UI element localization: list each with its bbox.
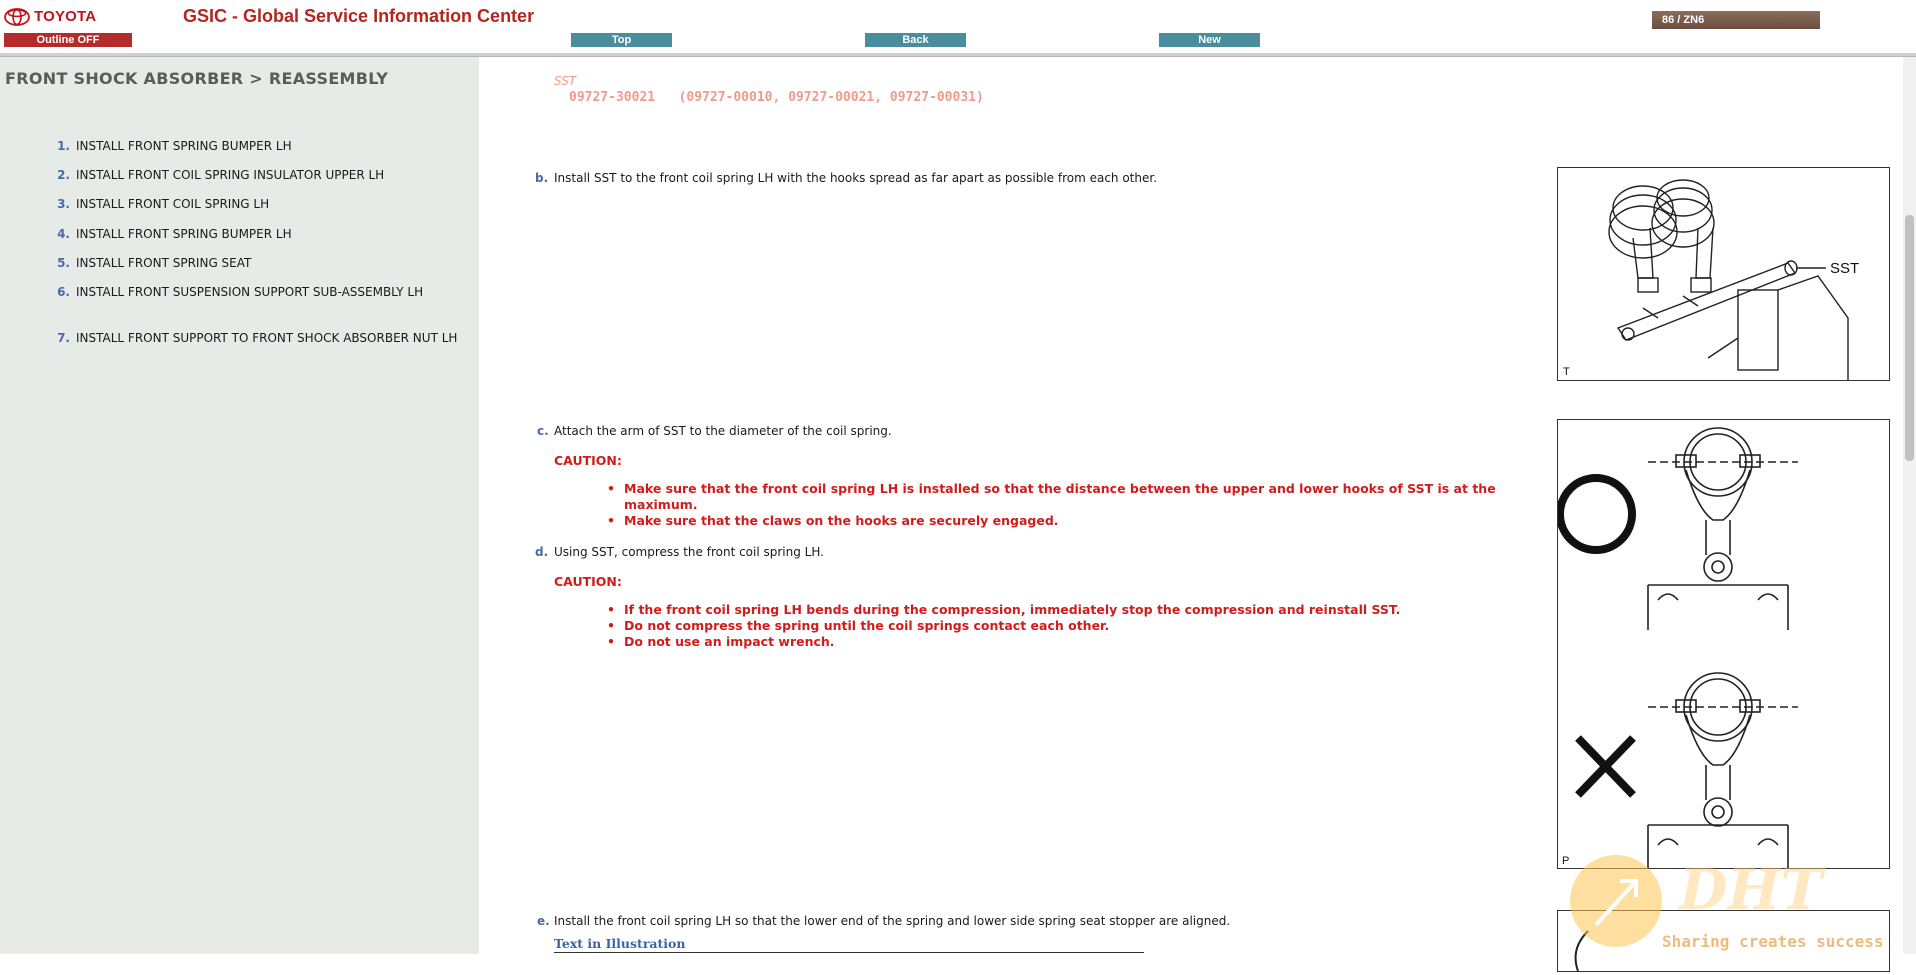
bullet-dot-icon: • (607, 481, 615, 496)
bullet-text: Make sure that the claws on the hooks are securely engaged. (624, 513, 1059, 528)
page-scrollbar[interactable] (1903, 57, 1916, 954)
bullet-text: Do not compress the spring until the coil springs contact each other. (624, 618, 1110, 633)
step-b-letter: b. (535, 171, 549, 185)
step-d-caution-bullet (607, 618, 1559, 634)
step-d-text: Using SST, compress the front coil spring LH. (554, 545, 824, 559)
toc-item-label[interactable]: INSTALL FRONT SUPPORT TO FRONT SHOCK ABSORBER NUT LH (76, 331, 458, 345)
toyota-logo (4, 6, 108, 28)
bullet-text: Make sure that the front coil spring LH is installed so that the distance between the upper and lower hooks of SST is at the maximum. (624, 481, 1496, 512)
step-b-text: Install SST to the front coil spring LH with the hooks spread as far apart as possible from each other. (554, 171, 1158, 185)
toc-item-number: 2. (57, 168, 70, 182)
step-c-caution-heading: CAUTION: (554, 453, 622, 468)
hook-engagement-illustration (1557, 419, 1890, 869)
toc-item-label[interactable]: INSTALL FRONT SPRING BUMPER LH (76, 139, 292, 153)
sst-part-numbers: 09727-30021 (09727-00010, 09727-00021, 09727-00031) (569, 90, 984, 105)
bullet-dot-icon: • (607, 634, 615, 649)
procedure-title: FRONT SHOCK ABSORBER > REASSEMBLY (5, 69, 389, 88)
watermark-logo: DHT (1679, 857, 1823, 923)
toc-item-number: 4. (57, 227, 70, 241)
step-d-caution-heading: CAUTION: (554, 574, 622, 589)
sst-callout: SST (1830, 260, 1860, 277)
toc-item-number: 5. (57, 256, 70, 270)
brand-name: TOYOTA (34, 8, 97, 25)
watermark-arrow-icon (1570, 855, 1662, 947)
back-button[interactable]: Back (865, 33, 966, 47)
correct-incorrect-hook-diagram (1558, 420, 1889, 868)
incorrect-mark-icon (1578, 738, 1633, 795)
bullet-dot-icon: • (607, 513, 615, 528)
scrollbar-thumb[interactable] (1905, 215, 1914, 461)
sst-label: SST (554, 74, 577, 88)
step-e-letter: e. (537, 914, 550, 928)
step-c-caution-bullet (607, 513, 1559, 529)
bullet-text: If the front coil spring LH bends during the compression, immediately stop the compression and reinstall SST. (624, 602, 1401, 617)
toc-item-label[interactable]: INSTALL FRONT COIL SPRING INSULATOR UPPER LH (76, 168, 385, 182)
top-button[interactable]: Top (571, 33, 672, 47)
toc-item-label[interactable]: INSTALL FRONT SPRING SEAT (76, 256, 252, 270)
step-d-letter: d. (535, 545, 549, 559)
toc-item-number: 7. (57, 331, 70, 345)
toc-item-label[interactable]: INSTALL FRONT COIL SPRING LH (76, 197, 270, 211)
outline-toggle-button[interactable]: Outline OFF (4, 33, 132, 47)
bullet-text: Do not use an impact wrench. (624, 634, 835, 649)
outline-sidebar (0, 57, 479, 954)
step-c-text: Attach the arm of SST to the diameter of the coil spring. (554, 424, 892, 438)
app-header (0, 0, 1916, 56)
toc-item-number: 1. (57, 139, 70, 153)
illustration-corner-code: T (1563, 366, 1570, 378)
step-d-caution-bullet (607, 602, 1559, 618)
sst-install-illustration (1557, 167, 1890, 381)
new-button[interactable]: New (1159, 33, 1260, 47)
watermark-caption: Sharing creates success (1662, 932, 1884, 951)
toc-item-label[interactable]: INSTALL FRONT SUSPENSION SUPPORT SUB-ASSEMBLY LH (76, 285, 424, 299)
toc-item-number: 3. (57, 197, 70, 211)
app-title: GSIC - Global Service Information Center (183, 6, 535, 26)
toc-item-number: 6. (57, 285, 70, 299)
step-c-caution-bullet (607, 481, 1559, 513)
model-badge: 86 / ZN6 (1652, 11, 1820, 29)
step-d-caution-bullet (607, 634, 1559, 650)
illustration-corner-code: P (1562, 855, 1570, 867)
watermark-badge (1570, 855, 1662, 947)
step-e-text: Install the front coil spring LH so that the lower end of the spring and lower side spring seat stopper are aligned. (554, 914, 1231, 928)
step-c-letter: c. (537, 424, 549, 438)
toc-item-label[interactable]: INSTALL FRONT SPRING BUMPER LH (76, 227, 292, 241)
content-pane (479, 57, 1916, 954)
text-in-illustration-heading: Text in Illustration (554, 936, 686, 951)
bullet-dot-icon: • (607, 618, 615, 633)
toyota-emblem-icon (4, 8, 30, 26)
correct-mark-icon (1560, 478, 1632, 550)
bullet-dot-icon: • (607, 602, 615, 617)
sst-on-spring-diagram (1558, 168, 1889, 380)
